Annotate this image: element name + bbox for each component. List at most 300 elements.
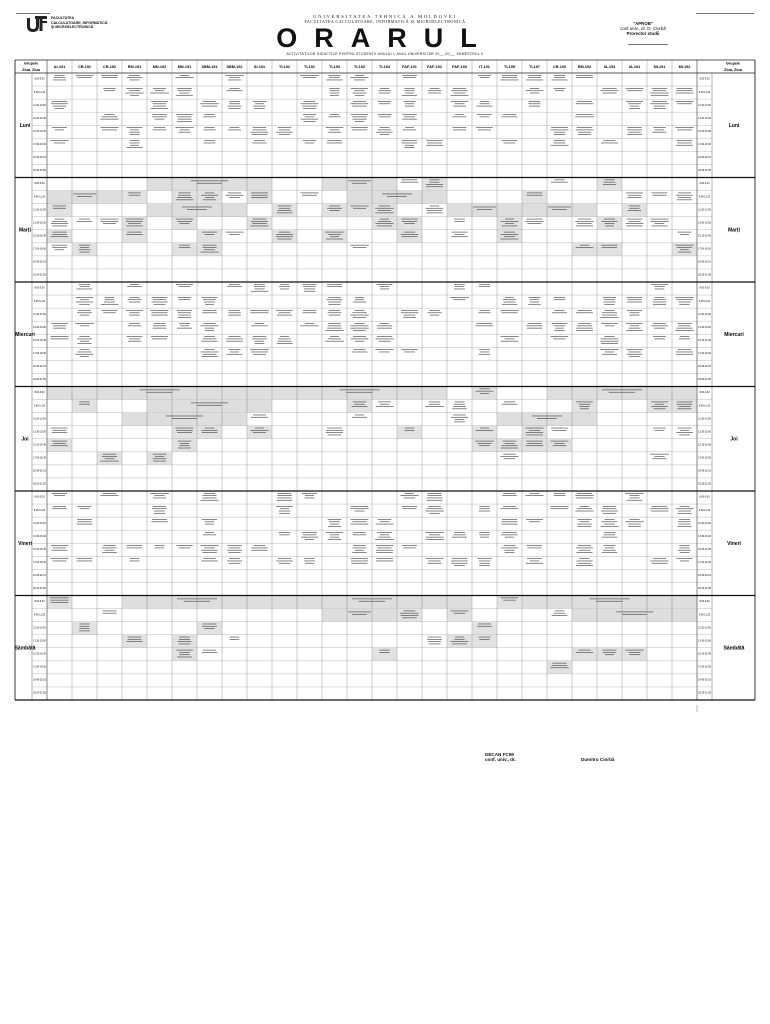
class-entry — [303, 310, 316, 311]
class-entry — [250, 310, 269, 311]
class-entry — [601, 526, 619, 527]
class-entry — [553, 445, 567, 446]
class-entry — [577, 310, 591, 311]
time-label: 13.30-15.00 — [698, 639, 711, 643]
class-entry — [679, 435, 690, 436]
class-entry — [503, 600, 515, 601]
class-entry — [604, 182, 616, 183]
class-entry — [377, 226, 392, 227]
class-entry — [576, 247, 594, 248]
class-entry — [554, 297, 565, 298]
class-entry — [102, 310, 117, 311]
class-entry — [52, 493, 67, 494]
class-entry — [427, 498, 443, 499]
class-entry — [329, 206, 340, 207]
class-entry — [529, 521, 540, 522]
class-entry — [501, 221, 519, 222]
class-entry — [176, 650, 193, 651]
class-entry — [351, 519, 369, 520]
class-entry — [654, 339, 664, 340]
class-entry — [576, 75, 592, 76]
class-entry — [379, 650, 389, 651]
class-entry — [605, 180, 615, 181]
class-entry — [202, 245, 216, 246]
class-entry — [679, 524, 691, 525]
time-label: 9.45-11.20 — [33, 90, 46, 94]
class-entry — [76, 297, 93, 298]
time-label: 17.00-18.30 — [33, 143, 46, 147]
class-entry — [425, 532, 443, 533]
class-entry — [551, 441, 569, 442]
class-entry — [527, 323, 541, 324]
logo-line: FACULTATEA — [51, 16, 75, 20]
class-entry — [80, 299, 89, 300]
class-entry — [554, 143, 566, 144]
class-entry — [554, 88, 566, 89]
class-entry — [254, 140, 265, 141]
class-entry — [153, 106, 166, 107]
class-entry — [603, 184, 616, 185]
lecture-band-entry — [348, 612, 371, 613]
lecture-band-entry — [191, 181, 229, 182]
class-entry — [678, 521, 691, 522]
class-entry — [52, 247, 67, 248]
class-entry — [203, 495, 217, 496]
class-entry — [55, 75, 65, 76]
class-entry — [376, 524, 393, 525]
class-entry — [300, 75, 319, 76]
class-entry — [576, 312, 593, 313]
class-entry — [377, 548, 391, 549]
class-entry — [279, 130, 290, 131]
class-entry — [352, 352, 368, 353]
class-entry — [480, 428, 489, 429]
class-entry — [126, 310, 143, 311]
class-entry — [251, 193, 268, 194]
class-entry — [678, 406, 690, 407]
class-entry — [380, 134, 389, 135]
class-entry — [402, 180, 417, 181]
class-entry — [554, 310, 564, 311]
class-entry — [504, 402, 515, 403]
dean-name: Dumitru Ciorbă — [581, 757, 615, 762]
group-header: AI-191 — [53, 65, 66, 69]
class-entry — [655, 404, 664, 405]
class-entry — [578, 323, 590, 324]
group-header: SBM-192 — [226, 65, 243, 69]
class-entry — [630, 325, 639, 326]
time-label: 15.15-16.45 — [698, 547, 711, 551]
class-entry — [52, 550, 68, 551]
group-header: RM-191 — [127, 65, 142, 69]
class-entry — [252, 143, 266, 144]
class-entry — [127, 286, 142, 287]
class-entry — [52, 232, 66, 233]
class-entry — [576, 498, 594, 499]
class-entry — [502, 304, 517, 305]
class-entry — [177, 328, 192, 329]
class-entry — [53, 430, 67, 431]
class-entry — [378, 130, 391, 131]
class-entry — [676, 195, 693, 196]
class-entry — [601, 90, 619, 91]
class-entry — [650, 454, 669, 455]
class-entry — [202, 232, 217, 233]
class-entry — [251, 325, 268, 326]
class-entry — [303, 312, 317, 313]
class-entry — [579, 550, 591, 551]
class-entry — [229, 548, 241, 549]
class-entry — [401, 310, 418, 311]
day-label: Luni — [19, 123, 31, 130]
class-entry — [651, 95, 669, 96]
class-entry — [504, 236, 515, 237]
class-entry — [52, 441, 67, 442]
class-entry — [576, 328, 593, 329]
time-label: 9.45-11.20 — [698, 299, 711, 303]
class-entry — [603, 545, 615, 546]
class-entry — [351, 558, 368, 559]
class-entry — [229, 88, 239, 89]
class-entry — [176, 430, 193, 431]
class-entry — [505, 219, 514, 220]
class-entry — [603, 652, 616, 653]
class-entry — [300, 193, 318, 194]
time-label: 15.15-16.45 — [698, 338, 711, 342]
page-subtitle: ACTIVITĂȚILOR DIDACTICE PENTRU STUDENȚII ANULUI I, ANUL UNIVERSITAR 20__-20__, SEMESTRUL II — [286, 52, 484, 56]
lecture-band-entry — [146, 392, 172, 393]
class-entry — [104, 90, 115, 91]
class-entry — [355, 341, 364, 342]
class-entry — [251, 132, 269, 133]
class-entry — [78, 521, 92, 522]
class-entry — [153, 498, 166, 499]
class-entry — [179, 637, 190, 638]
class-entry — [627, 297, 642, 298]
class-entry — [677, 247, 692, 248]
lecture-band — [147, 178, 271, 190]
class-entry — [479, 286, 491, 287]
class-entry — [576, 402, 593, 403]
class-entry — [352, 406, 368, 407]
class-entry — [404, 116, 415, 117]
class-entry — [305, 323, 314, 324]
class-entry — [628, 526, 641, 527]
class-entry — [203, 101, 216, 102]
class-entry — [502, 521, 518, 522]
class-entry — [653, 127, 666, 128]
class-entry — [351, 339, 369, 340]
time-label: 13.30-15.00 — [698, 221, 711, 225]
class-entry — [203, 247, 217, 248]
class-entry — [479, 561, 490, 562]
class-entry — [404, 498, 416, 499]
class-entry — [53, 325, 66, 326]
class-entry — [380, 323, 389, 324]
class-entry — [329, 315, 341, 316]
class-entry — [129, 90, 140, 91]
lecture-band — [47, 387, 271, 399]
class-entry — [676, 145, 693, 146]
class-entry — [303, 108, 316, 109]
class-entry — [51, 236, 69, 237]
class-entry — [279, 232, 290, 233]
class-entry — [604, 299, 615, 300]
class-entry — [627, 310, 642, 311]
class-entry — [651, 511, 669, 512]
class-entry — [203, 199, 216, 200]
class-entry — [179, 445, 189, 446]
class-entry — [479, 563, 490, 564]
approval-line: "APROB" — [632, 21, 654, 26]
class-entry — [480, 393, 489, 394]
class-entry — [228, 193, 241, 194]
class-entry — [600, 339, 618, 340]
class-entry — [77, 352, 91, 353]
time-label: 11.30-13.00 — [698, 521, 711, 525]
class-entry — [279, 513, 290, 514]
group-header: SI-191 — [253, 65, 266, 69]
class-entry — [202, 552, 216, 553]
lecture-band-entry — [166, 416, 204, 417]
class-entry — [525, 495, 543, 496]
class-entry — [404, 430, 414, 431]
class-entry — [100, 461, 118, 462]
class-entry — [150, 93, 169, 94]
class-entry — [404, 315, 415, 316]
class-entry — [354, 80, 365, 81]
class-entry — [678, 252, 692, 253]
class-entry — [676, 299, 693, 300]
time-label: 20.25-21.55 — [698, 587, 711, 591]
class-entry — [402, 545, 417, 546]
class-entry — [176, 284, 193, 285]
lecture-band-entry — [477, 209, 492, 210]
class-entry — [451, 417, 468, 418]
class-entry — [554, 140, 565, 141]
lecture-band — [322, 609, 396, 621]
class-entry — [327, 140, 341, 141]
class-entry — [55, 108, 65, 109]
class-entry — [303, 114, 316, 115]
class-entry — [54, 495, 65, 496]
class-entry — [177, 116, 191, 117]
time-label: 9.45-11.20 — [33, 404, 46, 408]
time-label: 11.30-13.00 — [698, 417, 711, 421]
class-entry — [79, 219, 90, 220]
class-entry — [305, 563, 314, 564]
class-entry — [127, 232, 142, 233]
class-entry — [379, 341, 391, 342]
class-entry — [501, 310, 519, 311]
class-entry — [655, 223, 665, 224]
class-entry — [678, 428, 692, 429]
class-entry — [151, 336, 168, 337]
class-entry — [629, 652, 641, 653]
class-entry — [450, 297, 469, 298]
class-entry — [253, 219, 267, 220]
class-entry — [153, 461, 166, 462]
class-entry — [328, 339, 341, 340]
class-entry — [479, 354, 491, 355]
class-entry — [255, 103, 264, 104]
class-entry — [552, 665, 568, 666]
class-entry — [328, 519, 342, 520]
day-label: Luni — [728, 123, 740, 130]
corner-label: Ziua, Ziua — [724, 68, 742, 72]
class-entry — [278, 127, 291, 128]
class-entry — [178, 315, 190, 316]
class-entry — [78, 249, 90, 250]
class-entry — [479, 565, 490, 566]
class-entry — [203, 323, 215, 324]
class-entry — [101, 75, 118, 76]
time-label: 18.45-20.15 — [698, 678, 711, 682]
class-entry — [601, 221, 617, 222]
class-entry — [551, 428, 568, 429]
class-entry — [629, 519, 639, 520]
class-entry — [655, 289, 664, 290]
class-entry — [629, 108, 640, 109]
class-entry — [654, 106, 666, 107]
class-entry — [654, 286, 665, 287]
class-entry — [327, 143, 343, 144]
class-entry — [653, 302, 666, 303]
class-entry — [527, 545, 542, 546]
class-entry — [501, 234, 519, 235]
dean-rank: conf. univ., dr. — [485, 757, 516, 762]
class-entry — [401, 312, 418, 313]
class-entry — [79, 631, 90, 632]
class-entry — [653, 299, 665, 300]
class-entry — [179, 93, 189, 94]
class-entry — [425, 406, 444, 407]
class-entry — [326, 432, 343, 433]
lecture-band-entry — [552, 209, 567, 210]
class-entry — [178, 297, 192, 298]
class-entry — [376, 545, 394, 546]
class-entry — [601, 511, 618, 512]
class-entry — [130, 134, 140, 135]
time-label: 15.15-16.45 — [33, 443, 46, 447]
class-entry — [76, 75, 94, 76]
class-entry — [402, 75, 417, 76]
class-entry — [400, 613, 418, 614]
class-entry — [129, 339, 140, 340]
class-entry — [479, 389, 489, 390]
time-label: 8.00-9.30 — [34, 77, 45, 81]
class-entry — [529, 101, 541, 102]
class-entry — [52, 508, 67, 509]
class-entry — [229, 103, 240, 104]
class-entry — [627, 90, 642, 91]
class-entry — [502, 116, 517, 117]
class-entry — [101, 304, 119, 305]
class-entry — [650, 508, 668, 509]
page-title: ORARUL — [276, 23, 494, 53]
class-entry — [79, 624, 89, 625]
class-entry — [154, 495, 165, 496]
time-label: 18.45-20.15 — [698, 156, 711, 160]
class-entry — [680, 561, 689, 562]
class-entry — [650, 103, 668, 104]
class-entry — [226, 341, 243, 342]
class-entry — [504, 232, 515, 233]
class-entry — [479, 103, 489, 104]
class-entry — [526, 441, 543, 442]
class-entry — [479, 284, 490, 285]
class-entry — [626, 101, 643, 102]
class-entry — [479, 445, 490, 446]
class-entry — [176, 219, 194, 220]
class-entry — [177, 657, 192, 658]
class-entry — [350, 206, 368, 207]
group-header: TI-191 — [304, 65, 315, 69]
class-entry — [226, 195, 244, 196]
class-entry — [404, 147, 414, 148]
class-entry — [451, 641, 469, 642]
class-entry — [53, 561, 67, 562]
lecture-band-entry — [172, 418, 197, 419]
class-entry — [503, 114, 516, 115]
class-entry — [204, 349, 214, 350]
time-label: 13.30-15.00 — [33, 639, 46, 643]
class-entry — [629, 328, 641, 329]
class-entry — [151, 101, 168, 102]
class-entry — [679, 339, 690, 340]
faculty-name: FACULTATEA CALCULATOARE, INFORMATICĂ ȘI MICROELECTRONICĂ — [304, 19, 466, 24]
class-entry — [130, 284, 139, 285]
class-entry — [479, 637, 491, 638]
time-label: 20.25-21.55 — [33, 273, 46, 277]
class-entry — [126, 88, 142, 89]
class-entry — [678, 325, 690, 326]
class-entry — [380, 521, 390, 522]
class-entry — [78, 506, 92, 507]
class-entry — [503, 493, 515, 494]
class-entry — [427, 493, 441, 494]
group-header: MN-191 — [177, 65, 192, 69]
class-entry — [527, 195, 543, 196]
class-entry — [202, 106, 217, 107]
class-entry — [380, 286, 390, 287]
class-entry — [330, 336, 339, 337]
class-entry — [277, 343, 293, 344]
class-entry — [505, 443, 515, 444]
class-entry — [203, 310, 217, 311]
class-entry — [179, 223, 189, 224]
class-entry — [301, 537, 318, 538]
class-entry — [153, 299, 166, 300]
class-entry — [425, 537, 443, 538]
class-entry — [126, 221, 143, 222]
class-entry — [500, 239, 518, 240]
time-label: 8.00-9.30 — [34, 495, 45, 499]
class-entry — [629, 315, 639, 316]
class-entry — [404, 611, 416, 612]
class-entry — [602, 247, 617, 248]
class-entry — [402, 617, 417, 618]
class-entry — [177, 121, 192, 122]
class-entry — [326, 127, 343, 128]
class-entry — [75, 323, 94, 324]
class-entry — [452, 644, 467, 645]
lecture-band-entry — [596, 601, 622, 602]
class-entry — [375, 208, 394, 209]
time-label: 13.30-15.00 — [698, 430, 711, 434]
class-entry — [578, 526, 592, 527]
class-entry — [550, 667, 568, 668]
